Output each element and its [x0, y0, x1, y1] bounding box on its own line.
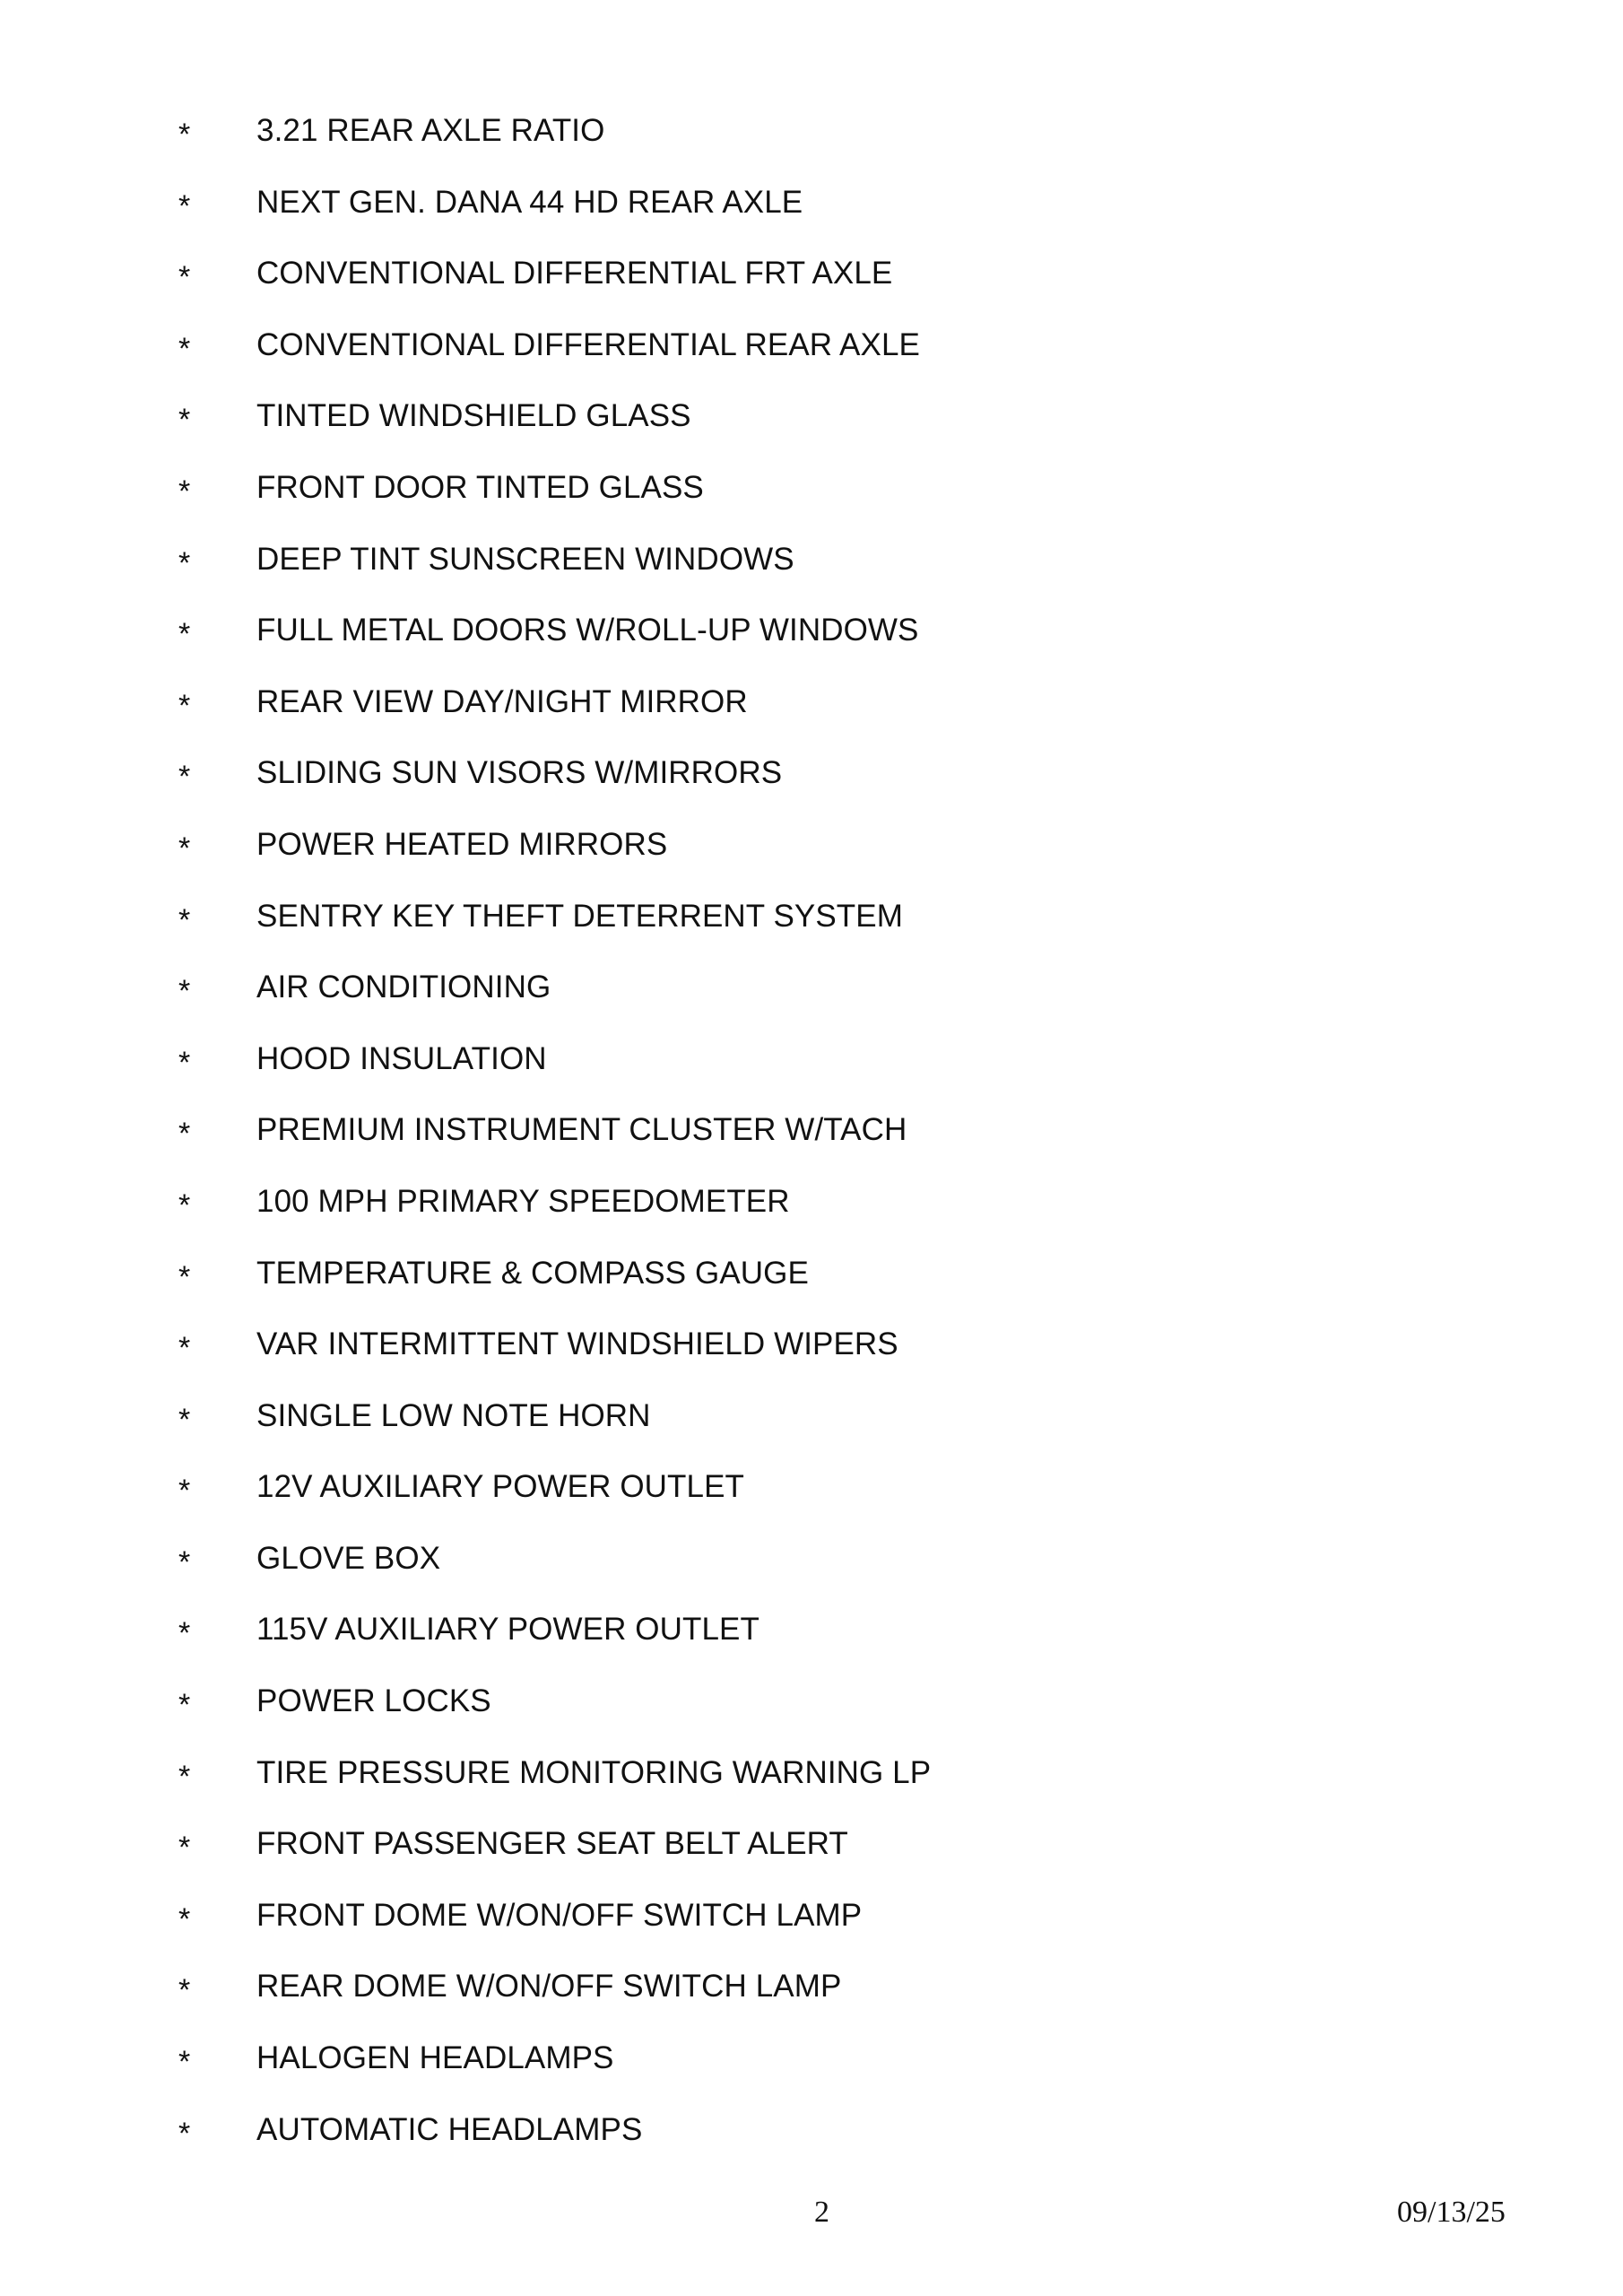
bullet-marker: * [178, 1901, 191, 1936]
list-item [0, 2103, 1623, 2175]
list-item [0, 1389, 1623, 1461]
feature-text: NEXT GEN. DANA 44 HD REAR AXLE [256, 184, 803, 220]
feature-text: POWER HEATED MIRRORS [256, 826, 668, 862]
feature-text: TEMPERATURE & COMPASS GAUGE [256, 1255, 809, 1291]
feature-text: AUTOMATIC HEADLAMPS [256, 2111, 643, 2147]
list-item [0, 818, 1623, 890]
list-item [0, 1532, 1623, 1604]
feature-text: POWER LOCKS [256, 1683, 491, 1719]
feature-text: FRONT PASSENGER SEAT BELT ALERT [256, 1826, 848, 1862]
bullet-marker: * [178, 260, 191, 295]
bullet-marker: * [178, 331, 191, 366]
bullet-marker: * [178, 1973, 191, 2008]
bullet-marker: * [178, 688, 191, 723]
bullet-marker: * [178, 1402, 191, 1437]
feature-text: GLOVE BOX [256, 1540, 441, 1576]
list-item [0, 389, 1623, 461]
feature-text: TIRE PRESSURE MONITORING WARNING LP [256, 1754, 932, 1790]
bullet-marker: * [178, 1187, 191, 1222]
feature-text: CONVENTIONAL DIFFERENTIAL FRT AXLE [256, 256, 893, 291]
list-item [0, 1032, 1623, 1104]
feature-text: DEEP TINT SUNSCREEN WINDOWS [256, 541, 794, 577]
list-item [0, 890, 1623, 961]
list-item [0, 1103, 1623, 1175]
feature-text: HALOGEN HEADLAMPS [256, 2040, 614, 2076]
list-item [0, 2031, 1623, 2103]
bullet-marker: * [178, 117, 191, 152]
list-item [0, 1889, 1623, 1961]
bullet-marker: * [178, 2116, 191, 2151]
feature-text: VAR INTERMITTENT WINDSHIELD WIPERS [256, 1326, 898, 1362]
bullet-marker: * [178, 1474, 191, 1509]
bullet-marker: * [178, 1688, 191, 1723]
page-number: 2 [814, 2196, 829, 2229]
bullet-marker: * [178, 1259, 191, 1294]
list-item [0, 1960, 1623, 2031]
feature-text: FRONT DOME W/ON/OFF SWITCH LAMP [256, 1897, 863, 1933]
print-date: 09/13/25 [1397, 2196, 1506, 2229]
bullet-marker: * [178, 188, 191, 223]
feature-text: REAR VIEW DAY/NIGHT MIRROR [256, 683, 748, 719]
bullet-marker: * [178, 403, 191, 438]
feature-text: HOOD INSULATION [256, 1040, 547, 1076]
bullet-marker: * [178, 1045, 191, 1080]
bullet-marker: * [178, 545, 191, 580]
list-item [0, 533, 1623, 604]
list-item [0, 746, 1623, 818]
bullet-marker: * [178, 1831, 191, 1866]
feature-text: 3.21 REAR AXLE RATIO [256, 113, 605, 148]
bullet-marker: * [178, 617, 191, 652]
feature-list [0, 104, 1623, 2174]
bullet-marker: * [178, 1544, 191, 1579]
bullet-marker: * [178, 1616, 191, 1651]
bullet-marker: * [178, 902, 191, 937]
feature-text: 115V AUXILIARY POWER OUTLET [256, 1612, 759, 1648]
feature-text: TINTED WINDSHIELD GLASS [256, 398, 691, 434]
bullet-marker: * [178, 974, 191, 1009]
bullet-marker: * [178, 831, 191, 865]
list-item [0, 1746, 1623, 1818]
list-item [0, 1603, 1623, 1674]
list-item [0, 604, 1623, 675]
feature-text: SENTRY KEY THEFT DETERRENT SYSTEM [256, 898, 903, 934]
feature-text: SLIDING SUN VISORS W/MIRRORS [256, 755, 783, 791]
list-item [0, 1247, 1623, 1318]
bullet-marker: * [178, 760, 191, 795]
list-item [0, 1175, 1623, 1247]
list-item [0, 1318, 1623, 1389]
list-item [0, 675, 1623, 747]
list-item [0, 176, 1623, 248]
feature-text: 12V AUXILIARY POWER OUTLET [256, 1469, 744, 1505]
list-item [0, 961, 1623, 1032]
feature-text: REAR DOME W/ON/OFF SWITCH LAMP [256, 1969, 842, 2005]
bullet-marker: * [178, 1331, 191, 1366]
list-item [0, 318, 1623, 390]
feature-text: AIR CONDITIONING [256, 970, 551, 1005]
feature-text: FULL METAL DOORS W/ROLL-UP WINDOWS [256, 613, 919, 648]
feature-text: CONVENTIONAL DIFFERENTIAL REAR AXLE [256, 326, 920, 362]
list-item [0, 461, 1623, 533]
bullet-marker: * [178, 1759, 191, 1794]
bullet-marker: * [178, 2045, 191, 2080]
list-item [0, 1674, 1623, 1746]
bullet-marker: * [178, 474, 191, 509]
feature-text: 100 MPH PRIMARY SPEEDOMETER [256, 1183, 790, 1219]
list-item [0, 104, 1623, 176]
bullet-marker: * [178, 1117, 191, 1152]
feature-text: PREMIUM INSTRUMENT CLUSTER W/TACH [256, 1112, 907, 1148]
list-item [0, 1460, 1623, 1532]
list-item [0, 247, 1623, 318]
feature-text: FRONT DOOR TINTED GLASS [256, 469, 704, 505]
list-item [0, 1817, 1623, 1889]
feature-text: SINGLE LOW NOTE HORN [256, 1397, 651, 1433]
